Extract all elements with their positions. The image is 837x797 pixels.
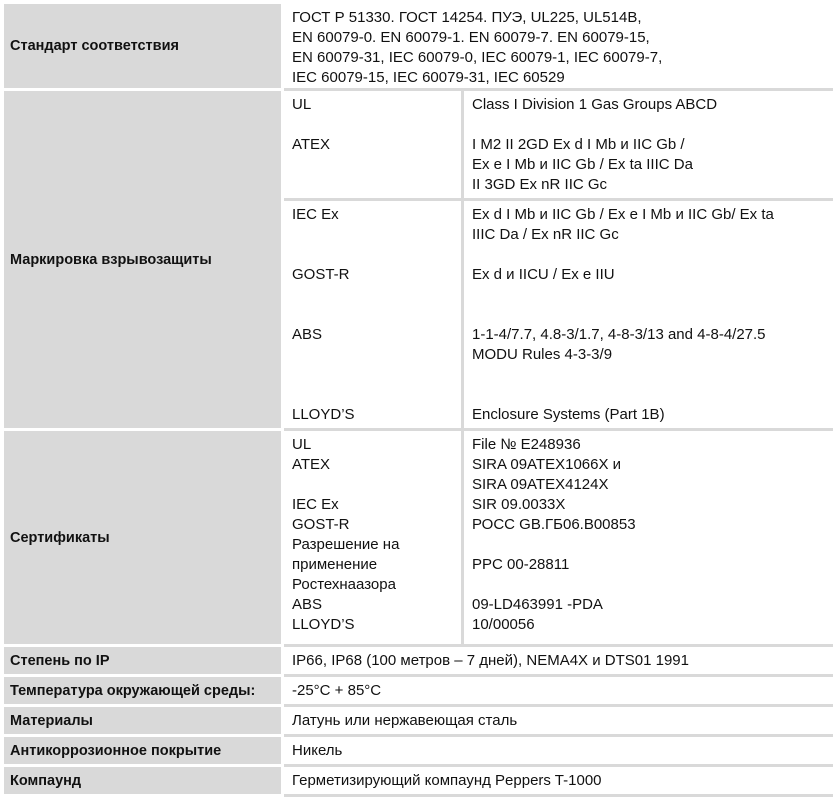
ip-label: Степень по IP bbox=[4, 647, 284, 677]
row-marking-1 bbox=[4, 91, 833, 201]
cert-key-iecex: IEC Ex bbox=[292, 496, 339, 513]
marking-value-iecex: Ex d I Mb и IIC Gb / Ex e I Mb и IIC Gb/ Ex ta bbox=[472, 206, 774, 223]
row-compound bbox=[4, 767, 833, 797]
compound-label: Компаунд bbox=[4, 767, 284, 797]
cert-value-permit: PPC 00-28811 bbox=[472, 556, 570, 573]
marking-value-abs: MODU Rules 4-3-3/9 bbox=[472, 346, 613, 363]
cert-key-lloyds: LLOYD’S bbox=[292, 616, 355, 633]
cert-value-abs: 09-LD463991 -PDA bbox=[472, 596, 603, 613]
row-coating bbox=[4, 737, 833, 767]
cert-key-atex: ATEX bbox=[292, 456, 331, 473]
marking-label: Маркировка взрывозащиты bbox=[4, 91, 284, 431]
cert-value-lloyds: 10/00056 bbox=[472, 616, 535, 633]
coating-label: Антикоррозионное покрытие bbox=[4, 737, 284, 767]
ip-value: IP66, IP68 (100 метров – 7 дней), NEMA4X и DTS01 1991 bbox=[284, 647, 833, 677]
cert-value-atex: SIRA 09ATEX4124X bbox=[472, 476, 609, 493]
row-temperature bbox=[4, 677, 833, 707]
standard-line: EN 60079-31, IEC 60079-0, IEC 60079-1, IEC 60079-7, bbox=[292, 49, 663, 66]
cert-value-iecex: SIR 09.0033X bbox=[472, 496, 566, 513]
cert-key-abs: ABS bbox=[292, 596, 323, 613]
row-ip bbox=[4, 647, 833, 677]
cert-value-gost: РОСС GB.ГБ06.В00853 bbox=[472, 516, 636, 533]
marking-value-ul: Class I Division 1 Gas Groups ABCD bbox=[472, 96, 718, 113]
marking-value-lloyds: Enclosure Systems (Part 1B) bbox=[472, 406, 665, 423]
standard-line: IEC 60079-15, IEC 60079-31, IEC 60529 bbox=[292, 69, 565, 86]
spec-table bbox=[4, 4, 833, 797]
cert-key-permit: Разрешение на bbox=[292, 536, 400, 553]
cert-value-atex: SIRA 09ATEX1066X и bbox=[472, 456, 622, 473]
cert-key-permit: применение bbox=[292, 556, 378, 573]
materials-value: Латунь или нержавеющая сталь bbox=[284, 707, 833, 737]
coating-value: Никель bbox=[284, 737, 833, 767]
marking-values-2 bbox=[464, 201, 833, 431]
standard-line: ГОСТ Р 51330. ГОСТ 14254. ПУЭ, UL225, UL514B, bbox=[292, 9, 642, 26]
row-materials bbox=[4, 707, 833, 737]
marking-key-atex: ATEX bbox=[292, 136, 331, 153]
marking-key-gost: GOST-R bbox=[292, 266, 350, 283]
compound-value: Герметизирующий компаунд Peppers T-1000 bbox=[284, 767, 833, 797]
temperature-label: Температура окружающей среды: bbox=[4, 677, 284, 707]
marking-value-iecex: IIIC Da / Ex nR IIC Gc bbox=[472, 226, 619, 243]
marking-key-lloyds: LLOYD’S bbox=[292, 406, 355, 423]
standard-value bbox=[284, 4, 833, 91]
marking-values-1 bbox=[464, 91, 833, 201]
cert-key-gost: GOST-R bbox=[292, 516, 350, 533]
temperature-value: -25°C + 85°C bbox=[284, 677, 833, 707]
materials-label: Материалы bbox=[4, 707, 284, 737]
marking-key-ul: UL bbox=[292, 96, 312, 113]
standard-line: EN 60079-0. EN 60079-1. EN 60079-7. EN 60079-15, bbox=[292, 29, 650, 46]
standard-label: Стандарт соответствия bbox=[4, 4, 284, 91]
certificates-values bbox=[464, 431, 833, 647]
marking-value-atex: II 3GD Ex nR IIC Gc bbox=[472, 176, 608, 193]
certificates-keys bbox=[284, 431, 464, 647]
cert-key-ul: UL bbox=[292, 436, 312, 453]
row-certificates bbox=[4, 431, 833, 647]
marking-keys-2 bbox=[284, 201, 464, 431]
marking-value-gost: Ex d и IICU / Ex e IIU bbox=[472, 266, 615, 283]
marking-key-abs: ABS bbox=[292, 326, 323, 343]
marking-value-atex: I M2 II 2GD Ex d I Mb и IIC Gb / bbox=[472, 136, 685, 153]
cert-key-permit: Ростехнаазора bbox=[292, 576, 396, 593]
cert-value-ul: File № E248936 bbox=[472, 436, 581, 453]
marking-key-iecex: IEC Ex bbox=[292, 206, 339, 223]
certificates-label: Сертификаты bbox=[4, 431, 284, 647]
row-standard bbox=[4, 4, 833, 91]
marking-value-abs: 1-1-4/7.7, 4.8-3/1.7, 4-8-3/13 and 4-8-4/27.5 bbox=[472, 326, 766, 343]
marking-keys-1 bbox=[284, 91, 464, 201]
marking-value-atex: Ex e I Mb и IIC Gb / Ex ta IIIC Da bbox=[472, 156, 693, 173]
